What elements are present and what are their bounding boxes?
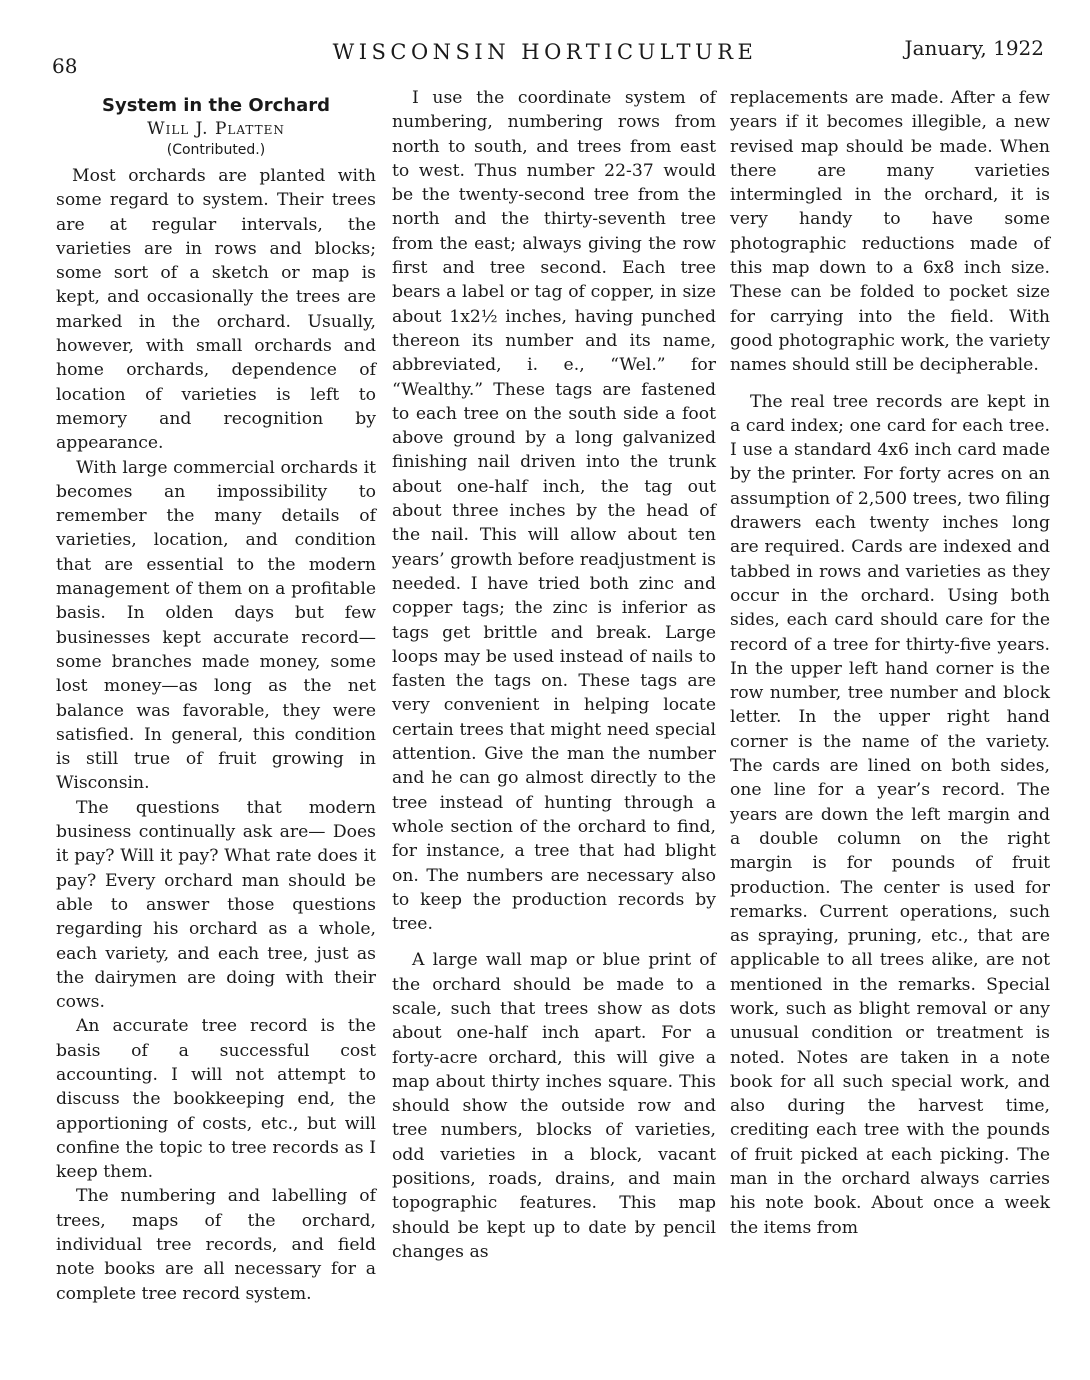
article-note: (Contributed.) xyxy=(166,142,266,158)
text-column-1 xyxy=(56,86,376,1306)
paragraph: The questions that modern business continually ask are— Does it pay? Will it pay? What rate does it pay? Every orchard man should be able to answer those questions regarding his orchard as a whole, each variety, and each tree, just as the dairymen are doing with their cows. xyxy=(56,797,376,1013)
paragraph: An accurate tree record is the basis of a successful cost accounting. I will not attempt to discuss the bookkeeping end, the apportioning of costs, etc., but will confine the topic to tree records as I keep them. xyxy=(56,1016,376,1183)
article-title: System in the Orchard xyxy=(102,95,330,116)
paragraph: With large commercial orchards it becomes an impossibility to remember the many details of varieties, location, and condition that are essential to the modern management of them on a profitable basis. In olden days but few businesses kept accurate record— some branches made money, some lost money—as long as the net balance was favorable, they were satisfied. In general, this condition is still true of fruit growing in Wisconsin. xyxy=(56,457,376,794)
paragraph: A large wall map or blue print of the orchard should be made to a scale, such that trees show as dots about one-half inch apart. For a forty-acre orchard, this will give a map about thirty inches square. This should show the outside row and tree numbers, blocks of varieties, odd varieties in a block, vacant positions, roads, drains, and main topographic features. This map should be kept up to date by pencil changes as xyxy=(392,950,716,1262)
text-column-3 xyxy=(730,86,1050,1240)
journal-title: WISCONSIN HORTICULTURE xyxy=(332,40,758,64)
paragraph: replacements are made. After a few years if it becomes illegible, a new revised map should be made. When there are many varieties intermingled in the orchard, it is very handy to have some photographic reductions made of this map down to a 6x8 inch size. These can be folded to pocket size for carrying into the field. With good photographic work, the variety names should still be decipherable. xyxy=(730,88,1050,376)
text-column-2 xyxy=(392,86,716,1264)
article-author: Will J. Platten xyxy=(147,119,285,139)
paragraph: The real tree records are kept in a card index; one card for each tree. I use a standard 4x6 inch card made by the printer. For forty acres on an assumption of 2,500 trees, two filing drawers each twenty inches long are required. Cards are indexed and tabbed in rows and varieties as they occur in the orchard. Using both sides, each card should care for the record of a tree for thirty-five years. In the upper left hand corner is the row number, tree number and block letter. In the upper right hand corner is the name of the variety. The cards are lined on both sides, one line for a year’s record. The years are down the left margin and a double column on the right margin is for pounds of fruit production. The center is used for remarks. Current operations, such as spraying, pruning, etc., that are applicable to all trees alike, are not mentioned in the remarks. Special work, such as blight removal or any unusual condition or treatment is noted. Notes are taken in a note book for all such special work, and also during the harvest time, crediting each tree with the pounds of fruit picked at each picking. The man in the orchard always carries his note book. About once a week the items from xyxy=(730,391,1050,1238)
page-number: 68 xyxy=(52,54,78,78)
article-heading xyxy=(56,94,376,160)
paragraph: I use the coordinate system of numbering, numbering rows from north to south, and trees from east to west. Thus number 22-37 would be the twenty-second tree from the north and the thirty-seventh tree from the east; always giving the row first and tree second. Each tree bears a label or tag of copper, in size about 1x2½ inches, having punched thereon its number and its name, abbreviated, i. e., “Wel.” for “Wealthy.” These tags are fastened to each tree on the south side a foot above ground by a long galvanized finishing nail driven into the trunk about one-half inch, the tag out about three inches by the head of the nail. This will allow about ten years’ growth before readjustment is needed. I have tried both zinc and copper tags; the zinc is inferior as tags get brittle and break. Large loops may be used instead of nails to fasten the tags on. These tags are very convenient in helping locate certain trees that might need special attention. Give the man the number and he can go almost directly to the tree instead of hunting through a whole section of the orchard to find, for instance, a tree that had blight on. The numbers are necessary also to keep the production records by tree. xyxy=(392,88,716,935)
page-header xyxy=(0,36,1090,76)
paragraph: The numbering and labelling of trees, maps of the orchard, individual tree records, and field note books are all necessary for a complete tree record system. xyxy=(56,1186,376,1304)
issue-date: January, 1922 xyxy=(904,36,1044,60)
paragraph: Most orchards are planted with some regard to system. Their trees are at regular intervals, the varieties are in rows and blocks; some sort of a sketch or map is kept, and occasionally the trees are marked in the orchard. Usually, however, with small orchards and home orchards, dependence of location of varieties is left to memory and recognition by appearance. xyxy=(56,166,376,454)
